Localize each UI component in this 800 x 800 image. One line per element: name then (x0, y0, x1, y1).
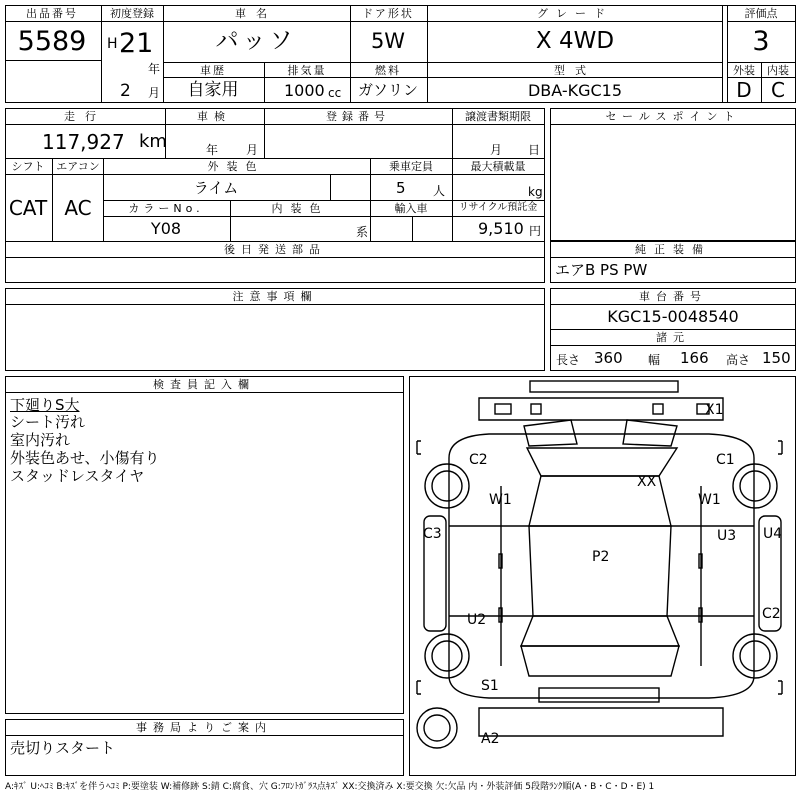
exterior-label: 外装 (733, 64, 755, 77)
mark-p2: P2 (592, 549, 610, 565)
int-color-label: 内装色 (271, 202, 329, 215)
inspector-note-line: シート汚れ (10, 413, 86, 431)
color-no-value: Y08 (150, 219, 182, 238)
exterior-grade-value: D (736, 78, 752, 102)
length-label: 長さ (556, 353, 581, 367)
inspector-label: 検査員記入欄 (153, 378, 255, 391)
sales-point-box (550, 108, 796, 241)
model-code-label: 型式 (554, 64, 596, 77)
recycle-unit: 円 (529, 224, 542, 238)
inspection-label: 車検 (197, 110, 231, 123)
import-label: 輸入車 (394, 202, 428, 215)
mark-w1-right: W1 (698, 492, 721, 508)
grade-label: グレード (537, 7, 613, 20)
equipment-label: 純正装備 (635, 243, 711, 256)
recycle-value: 9,510 (478, 219, 524, 238)
inspector-note-line: 室内汚れ (10, 431, 71, 449)
ext-color-value: ライム (193, 179, 239, 197)
height-label: 高さ (726, 353, 751, 367)
seating-unit: 人 (433, 184, 446, 198)
transfer-docs-label: 譲渡書類期限 (465, 110, 531, 123)
interior-label: 内装 (767, 64, 789, 77)
mileage-label: 走行 (64, 110, 106, 123)
mark-u3: U3 (717, 528, 737, 544)
interior-grade-value: C (771, 78, 785, 102)
mark-c3: C3 (423, 526, 442, 542)
history-value: 自家用 (187, 80, 239, 100)
year-unit: 年 (148, 62, 161, 76)
inspection-year-unit: 年 (206, 143, 219, 157)
mark-c1-right: C1 (716, 452, 735, 468)
mark-u4: U4 (763, 526, 783, 542)
later-parts-label: 後日発送部品 (224, 243, 326, 256)
int-color-unit: 系 (356, 225, 369, 239)
displacement-label: 排気量 (287, 64, 327, 77)
mark-w1-left: W1 (489, 492, 512, 508)
displacement-value: 1000 (284, 81, 325, 100)
mark-c2-rear: C2 (762, 606, 781, 622)
fuel-label: 燃料 (375, 64, 401, 77)
score-label: 評価点 (744, 7, 778, 20)
door-type-label: ドア形状 (362, 7, 414, 20)
first-reg-label: 初度登録 (110, 7, 154, 20)
legend-text: A:ｷｽﾞ U:ﾍｺﾐ B:ｷｽﾞを伴うﾍｺﾐ P:要塗装 W:補修跡 S:錆 C:腐食、穴 G:ﾌﾛﾝﾄｶﾞﾗｽ点ｷｽﾞ XX:交換済み X:要交換 欠:欠品 内・外装評価 5段階ﾗﾝｸ順(A・B・C・D・E) 1 (5, 782, 655, 792)
month-unit: 月 (148, 86, 161, 100)
load-unit: kg (528, 185, 543, 199)
mileage-unit: km (139, 131, 167, 152)
score-value: 3 (752, 26, 770, 57)
seating-label: 乗車定員 (389, 160, 433, 173)
height-value: 150 (762, 349, 791, 367)
notes-label: 注意事項欄 (232, 290, 318, 303)
chassis-no-label: 車台番号 (639, 290, 707, 303)
history-label: 車歴 (200, 64, 226, 77)
lot-no-label: 出品番号 (26, 7, 78, 20)
inspector-note-line: 外装色あせ、小傷有り (10, 449, 160, 467)
chassis-no-value: KGC15-0048540 (607, 307, 739, 326)
mark-x1: X1 (705, 402, 724, 418)
lot-no-value: 5589 (17, 26, 87, 57)
sales-point-label: セールスポイント (605, 110, 741, 123)
color-no-label: カラーNo. (128, 202, 204, 215)
aircon-value: AC (64, 196, 92, 220)
docs-day-unit: 日 (528, 143, 541, 157)
shift-label: シフト (11, 160, 45, 173)
grade-value: X 4WD (535, 28, 615, 54)
max-load-label: 最大積載量 (470, 160, 526, 173)
mark-a2: A2 (481, 731, 500, 747)
equipment-value: エアB PS PW (555, 261, 648, 279)
shift-value: CAT (8, 196, 48, 220)
model-code-value: DBA-KGC15 (527, 81, 623, 100)
car-outline-diagram (409, 376, 796, 776)
inspector-note-line: 下廻りS大 (10, 396, 80, 414)
inspection-month-unit: 月 (246, 143, 259, 157)
seating-value: 5 (396, 179, 406, 197)
mark-c2-left: C2 (469, 452, 488, 468)
year-value: 21 (119, 28, 154, 59)
mark-u2: U2 (467, 612, 487, 628)
ext-color-label: 外装色 (207, 160, 265, 173)
mark-xx: XX (637, 474, 657, 490)
displacement-unit: cc (328, 86, 342, 100)
office-label: 事務局よりご案内 (136, 721, 272, 734)
width-value: 166 (680, 349, 709, 367)
docs-month-unit: 月 (490, 143, 503, 157)
inspector-note-line: スタッドレスタイヤ (10, 467, 145, 485)
width-label: 幅 (648, 353, 661, 367)
recycle-label: リサイクル預託金 (458, 202, 538, 213)
mileage-value: 117,927 (42, 130, 125, 154)
length-value: 360 (594, 349, 623, 367)
aircon-label: エアコン (56, 160, 100, 173)
door-value: 5W (370, 29, 406, 53)
mark-s1: S1 (481, 678, 499, 694)
car-name-value: パッソ (215, 28, 297, 54)
month-value: 2 (120, 81, 131, 101)
dimensions-label: 諸元 (656, 331, 690, 344)
fuel-value: ガソリン (357, 81, 419, 99)
office-note: 売切りスタート (10, 739, 116, 757)
reg-no-label: 登録番号 (326, 110, 390, 123)
era-value: H (107, 36, 118, 52)
car-name-label: 車名 (235, 7, 277, 20)
